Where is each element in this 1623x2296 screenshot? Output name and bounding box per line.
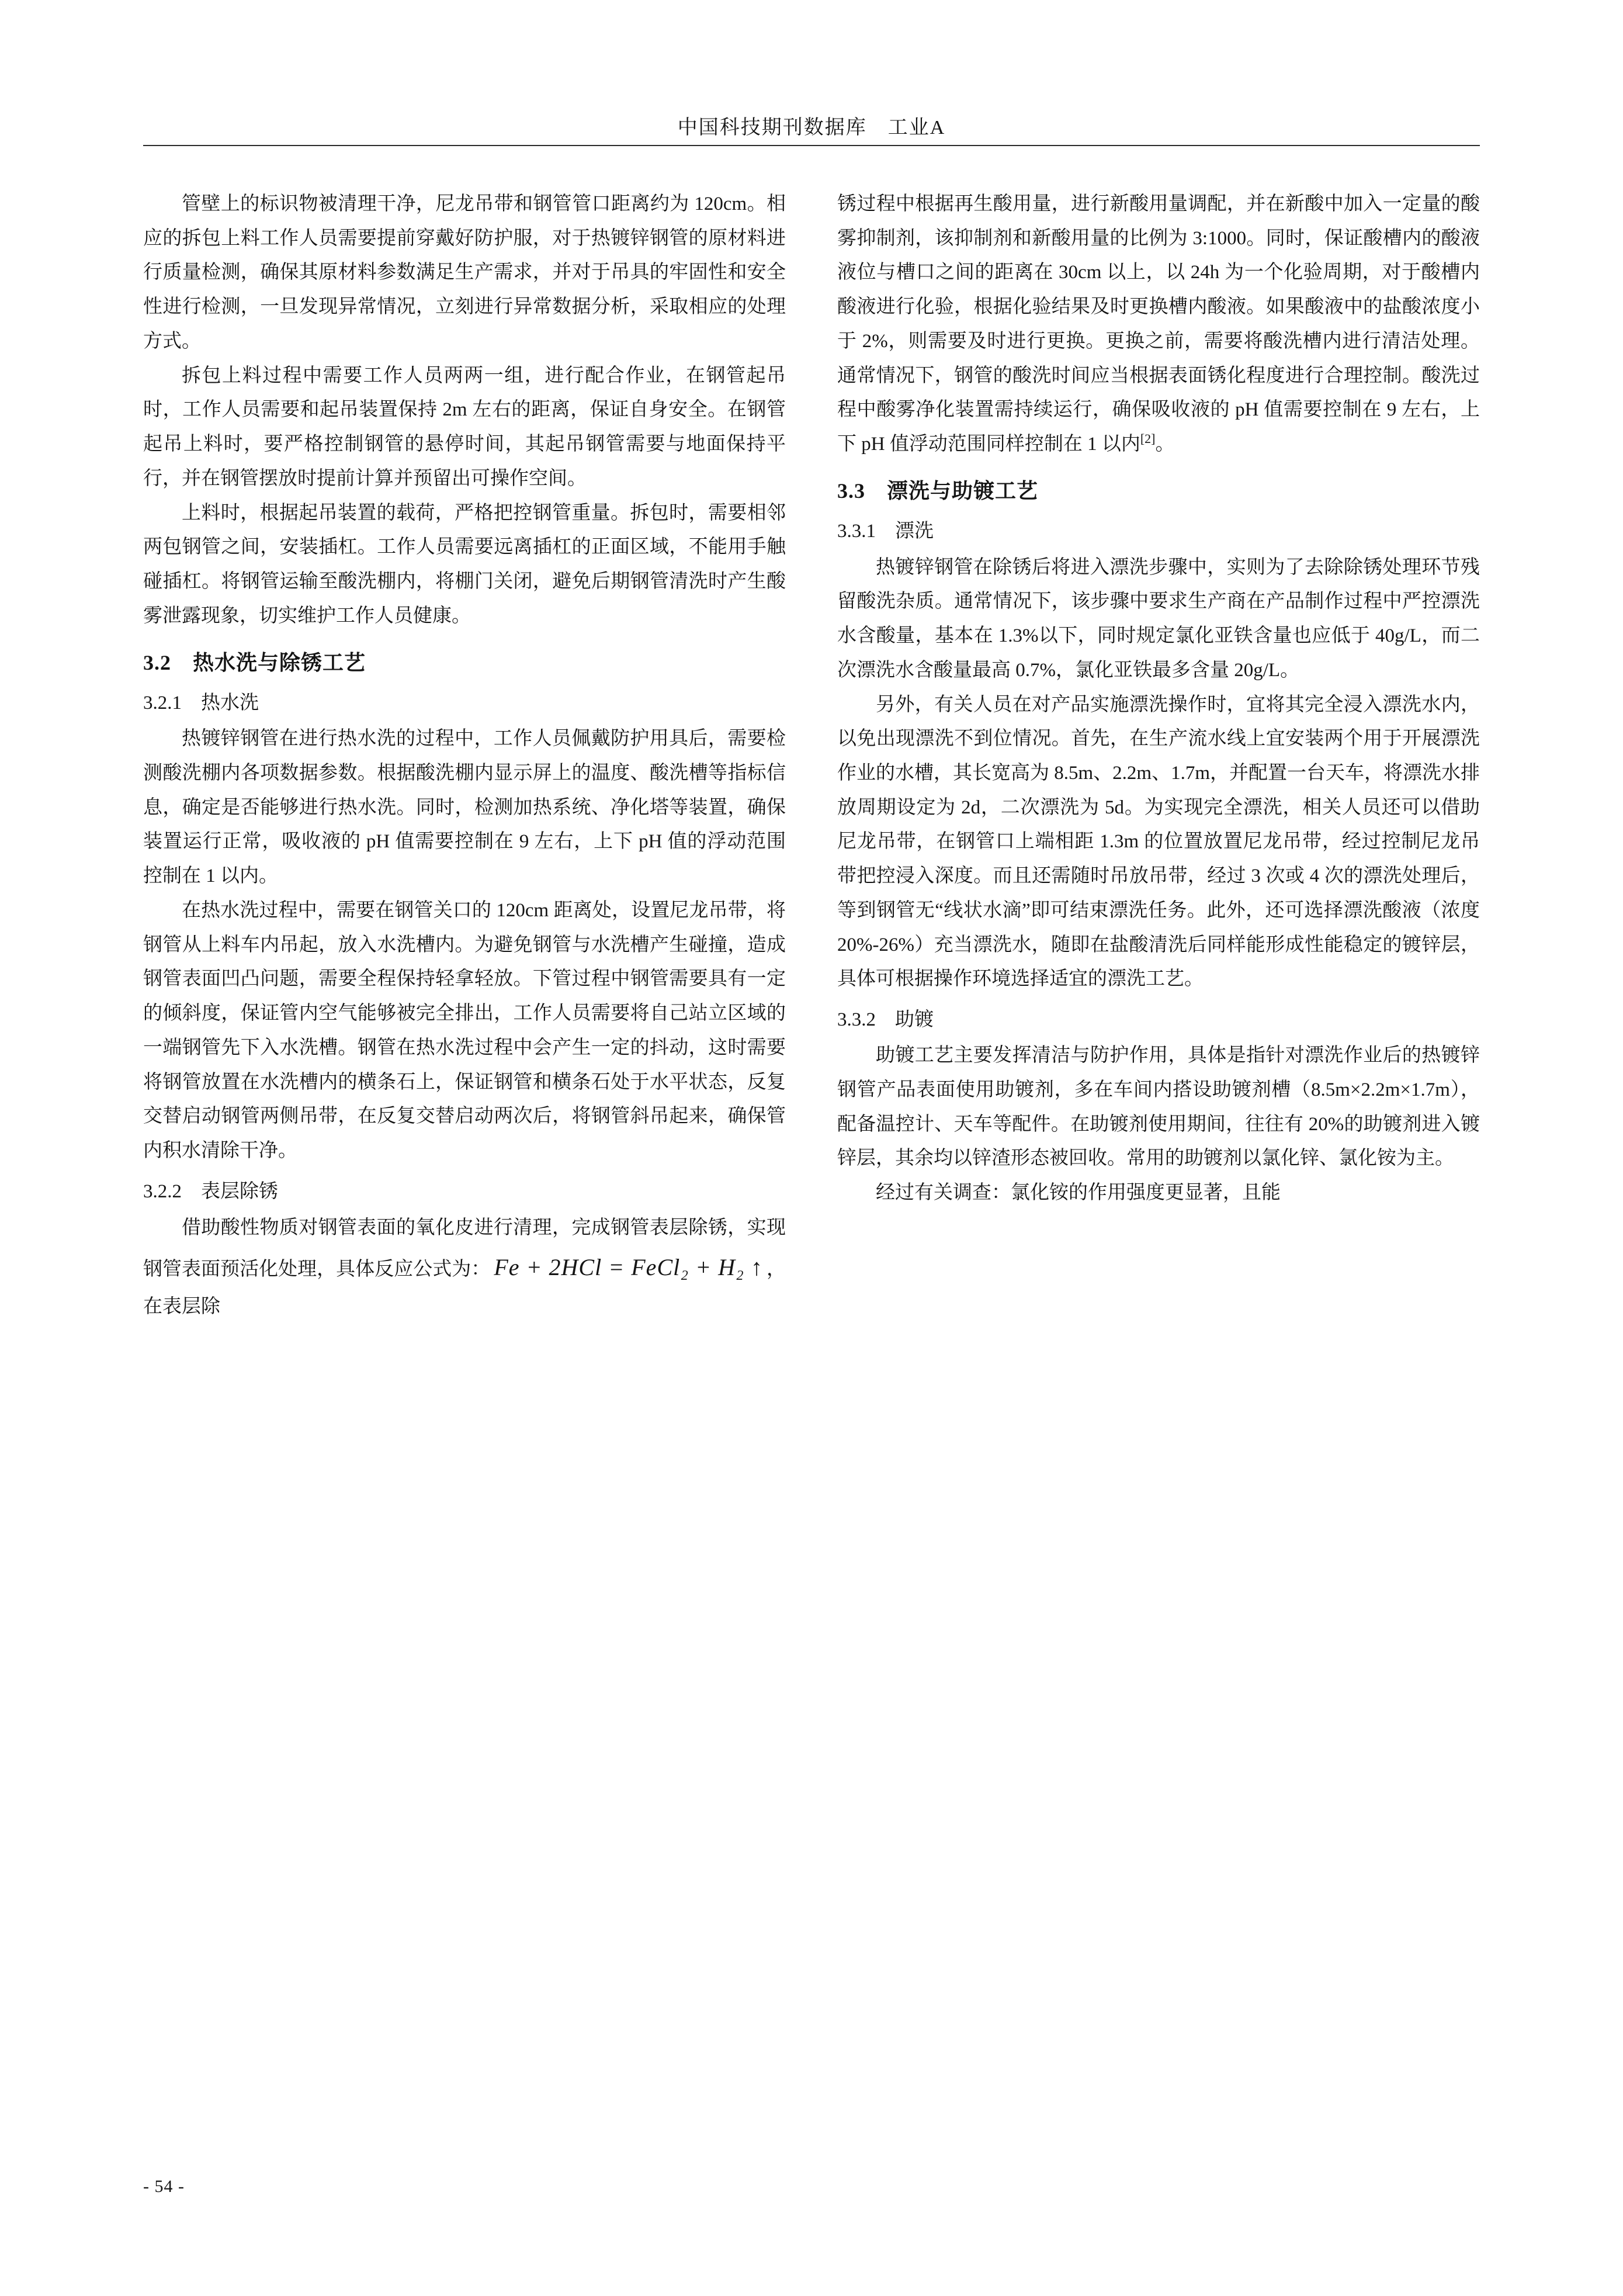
paragraph-with-formula <box>143 1210 786 1325</box>
subsection-heading-3-3-2: 3.3.2 助镀 <box>837 1009 934 1031</box>
paragraph-text-after-formula: ，在表层除 <box>143 1258 786 1317</box>
paragraph: 热镀锌钢管在除锈后将进入漂洗步骤中，实则为了去除除锈处理环节残留酸洗杂质。通常情况下，该步骤中要求生产商在产品制作过程中严控漂洗水含酸量，基本在 1.3%以下，同时规定氯化亚铁含量也应低于 40g/L，而二次漂洗水含酸量最高 0.7%，氯化亚铁最多含量 20g/L。 <box>837 556 1480 681</box>
header-divider <box>143 145 1480 146</box>
citation-reference: [2] <box>1140 431 1156 446</box>
paragraph-period: 。 <box>1155 434 1175 455</box>
section-heading-3-2: 3.2 热水洗与除锈工艺 <box>143 650 366 674</box>
paragraph: 在热水洗过程中，需要在钢管关口的 120cm 距离处，设置尼龙吊带，将钢管从上料车内吊起，放入水洗槽内。为避免钢管与水洗槽产生碰撞，造成钢管表面凹凸问题，需要全程保持轻拿轻放。下管过程中钢管需要具有一定的倾斜度，保证管内空气能够被完全排出，工作人员需要将自己站立区域的一端钢管先下入水洗槽。钢管在热水洗过程中会产生一定的抖动，这时需要将钢管放置在水洗槽内的横条石上，保证钢管和横条石处于水平状态，反复交替启动钢管两侧吊带，在反复交替启动两次后，将钢管斜吊起来，确保管内积水清除干净。 <box>143 899 786 1162</box>
paragraph: 上料时，根据起吊装置的载荷，严格把控钢管重量。拆包时，需要相邻两包钢管之间，安装插杠。工作人员需要远离插杠的正面区域，不能用手触碰插杠。将钢管运输至酸洗棚内，将棚门关闭，避免后期钢管清洗时产生酸雾泄露现象，切实维护工作人员健康。 <box>143 502 786 626</box>
chemical-equation: Fe + 2HCl = FeCl₂ + H₂ ↑ <box>494 1253 763 1280</box>
paragraph: 助镀工艺主要发挥清洁与防护作用，具体是指针对漂洗作业后的热镀锌钢管产品表面使用助镀剂，多在车间内搭设助镀剂槽（8.5m×2.2m×1.7m），配备温控计、天车等配件。在助镀剂使用期间，往往有 20%的助镀剂进入镀锌层，其余均以锌渣形态被回收。常用的助镀剂以氯化锌、氯化铵为主。 <box>837 1045 1480 1169</box>
two-column-body <box>143 187 1481 2110</box>
paragraph: 管壁上的标识物被清理干净，尼龙吊带和钢管管口距离约为 120cm。相应的拆包上料工作人员需要提前穿戴好防护服，对于热镀锌钢管的原材料进行质量检测，确保其原材料参数满足生产需求，并对于吊具的牢固性和安全性进行检测，一旦发现异常情况，立刻进行异常数据分析，采取相应的处理方式。 <box>143 193 786 352</box>
paragraph: 另外，有关人员在对产品实施漂洗操作时，宜将其完全浸入漂洗水内，以免出现漂洗不到位情况。首先，在生产流水线上宜安装两个用于开展漂洗作业的水槽，其长宽高为 8.5m、2.2m、1.7m，并配置一台天车，将漂洗水排放周期设定为 2d，二次漂洗为 5d。为实现完全漂洗，相关人员还可以借助尼龙吊带，在钢管口上端相距 1.3m 的位置放置尼龙吊带，经过控制尼龙吊带把控浸入深度。而且还需随时吊放吊带，经过 3 次或 4 次的漂洗处理后，等到钢管无“线状水滴”即可结束漂洗任务。此外，还可选择漂洗酸液（浓度 20%-26%）充当漂洗水，随即在盐酸清洗后同样能形成性能稳定的镀锌层，具体可根据操作环境选择适宜的漂洗工艺。 <box>837 694 1480 990</box>
subsection-heading-3-3-1: 3.3.1 漂洗 <box>837 521 934 542</box>
paragraph: 经过有关调查：氯化铵的作用强度更显著，且能 <box>876 1182 1281 1204</box>
left-column <box>143 187 786 2110</box>
paragraph-text: 锈过程中根据再生酸用量，进行新酸用量调配，并在新酸中加入一定量的酸雾抑制剂，该抑制剂和新酸用量的比例为 3:1000。同时，保证酸槽内的酸液液位与槽口之间的距离在 30cm 以上，以 24h 为一个化验周期，对于酸槽内酸液进行化验，根据化验结果及时更换槽内酸液。如果酸液中的盐酸浓度小于 2%，则需要及时进行更换。更换之前，需要将酸洗槽内进行清洁处理。通常情况下，钢管的酸洗时间应当根据表面锈化程度进行合理控制。酸洗过程中酸雾净化装置需持续运行，确保吸收液的 pH 值需要控制在 9 左右，上下 pH 值浮动范围同样控制在 1 以内 <box>837 193 1480 455</box>
paragraph-text-before-formula: 借助酸性物质对钢管表面的氧化皮进行清理，完成钢管表层除锈，实现钢管表面预活化处理，具体反应公式为： <box>143 1217 786 1280</box>
page-number: - 54 - <box>143 2177 185 2196</box>
paragraph: 拆包上料过程中需要工作人员两两一组，进行配合作业，在钢管起吊时，工作人员需要和起吊装置保持 2m 左右的距离，保证自身安全。在钢管起吊上料时，要严格控制钢管的悬停时间，其起吊钢管需要与地面保持平行，并在钢管摆放时提前计算并预留出可操作空间。 <box>143 365 786 489</box>
section-heading-3-3: 3.3 漂洗与助镀工艺 <box>837 479 1039 503</box>
paragraph <box>837 187 1480 462</box>
subsection-heading-3-2-1: 3.2.1 热水洗 <box>143 692 259 714</box>
right-column <box>837 187 1480 2110</box>
subsection-heading-3-2-2: 3.2.2 表层除锈 <box>143 1180 278 1202</box>
paragraph: 热镀锌钢管在进行热水洗的过程中，工作人员佩戴防护用具后，需要检测酸洗棚内各项数据参数。根据酸洗棚内显示屏上的温度、酸洗槽等指标信息，确定是否能够进行热水洗。同时，检测加热系统、净化塔等装置，确保装置运行正常，吸收液的 pH 值需要控制在 9 左右，上下 pH 值的浮动范围控制在 1 以内。 <box>143 728 786 887</box>
page-header: 中国科技期刊数据库 工业A <box>677 117 946 138</box>
